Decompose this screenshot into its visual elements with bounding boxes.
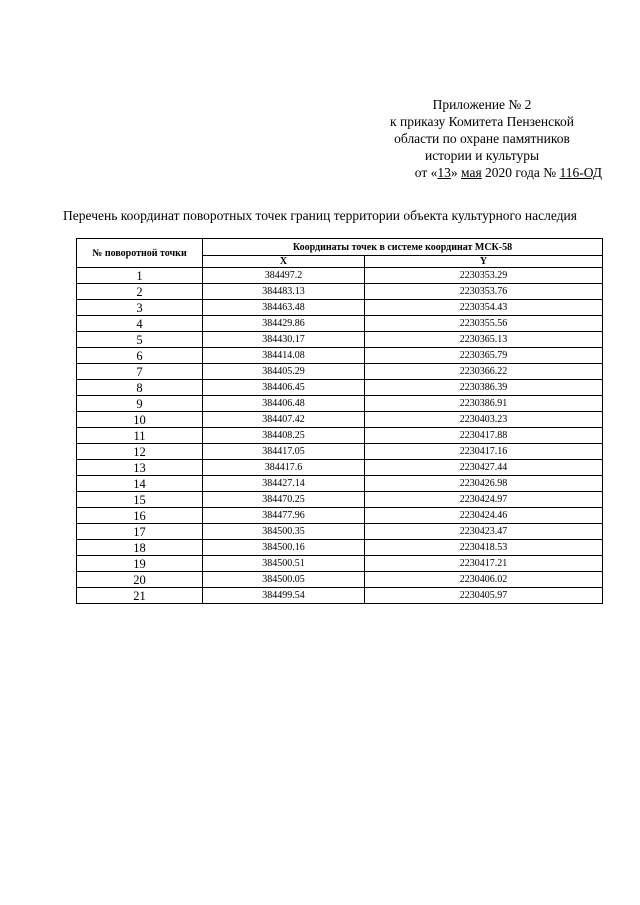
y-coordinate-cell: 2230354.43 xyxy=(365,300,603,316)
point-number-cell: 16 xyxy=(77,508,203,524)
x-coordinate-cell: 384406.48 xyxy=(203,396,365,412)
point-number-cell: 13 xyxy=(77,460,203,476)
order-month: мая xyxy=(461,165,482,180)
x-coordinate-cell: 384417.6 xyxy=(203,460,365,476)
y-coordinate-cell: 2230405.97 xyxy=(365,588,603,604)
x-coordinate-cell: 384470.25 xyxy=(203,492,365,508)
date-separator: » xyxy=(450,165,461,180)
x-coordinate-cell: 384463.48 xyxy=(203,300,365,316)
order-year: 2020 года № xyxy=(481,165,560,180)
table-row xyxy=(77,284,603,300)
point-number-cell: 15 xyxy=(77,492,203,508)
point-number-cell: 18 xyxy=(77,540,203,556)
appendix-line-1: Приложение № 2 xyxy=(432,97,532,112)
y-coordinate-cell: 2230406.02 xyxy=(365,572,603,588)
x-coordinate-cell: 384414.08 xyxy=(203,348,365,364)
document-title: Перечень координат поворотных точек границ территории объекта культурного наследия xyxy=(63,208,577,223)
x-coordinate-cell: 384477.96 xyxy=(203,508,365,524)
y-coordinate-cell: 2230403.23 xyxy=(365,412,603,428)
table-row xyxy=(77,316,603,332)
table-row xyxy=(77,412,603,428)
order-date-line xyxy=(362,164,602,181)
table-row xyxy=(77,476,603,492)
header-x: X xyxy=(203,256,365,268)
table-row xyxy=(77,396,603,412)
point-number-cell: 5 xyxy=(77,332,203,348)
table-row xyxy=(77,364,603,380)
y-coordinate-cell: 2230386.91 xyxy=(365,396,603,412)
x-coordinate-cell: 384408.25 xyxy=(203,428,365,444)
point-number-cell: 6 xyxy=(77,348,203,364)
y-coordinate-cell: 2230423.47 xyxy=(365,524,603,540)
table-row xyxy=(77,540,603,556)
x-coordinate-cell: 384430.17 xyxy=(203,332,365,348)
header-coordinates: Координаты точек в системе координат МСК-58 xyxy=(203,239,603,256)
y-coordinate-cell: 2230424.46 xyxy=(365,508,603,524)
y-coordinate-cell: 2230418.53 xyxy=(365,540,603,556)
x-coordinate-cell: 384406.45 xyxy=(203,380,365,396)
point-number-cell: 21 xyxy=(77,588,203,604)
x-coordinate-cell: 384500.16 xyxy=(203,540,365,556)
table-row xyxy=(77,332,603,348)
table-row xyxy=(77,508,603,524)
point-number-cell: 11 xyxy=(77,428,203,444)
coordinates-table xyxy=(76,238,603,604)
header-y: Y xyxy=(365,256,603,268)
y-coordinate-cell: 2230417.21 xyxy=(365,556,603,572)
date-prefix: от « xyxy=(414,165,438,180)
point-number-cell: 14 xyxy=(77,476,203,492)
appendix-line-2: к приказу Комитета Пензенской xyxy=(390,114,574,129)
x-coordinate-cell: 384500.05 xyxy=(203,572,365,588)
table-row xyxy=(77,524,603,540)
x-coordinate-cell: 384427.14 xyxy=(203,476,365,492)
y-coordinate-cell: 2230417.16 xyxy=(365,444,603,460)
table-row xyxy=(77,572,603,588)
x-coordinate-cell: 384407.42 xyxy=(203,412,365,428)
point-number-cell: 10 xyxy=(77,412,203,428)
x-coordinate-cell: 384497.2 xyxy=(203,268,365,284)
y-coordinate-cell: 2230424.97 xyxy=(365,492,603,508)
x-coordinate-cell: 384429.86 xyxy=(203,316,365,332)
point-number-cell: 19 xyxy=(77,556,203,572)
appendix-line-3: области по охране памятников xyxy=(394,131,570,146)
y-coordinate-cell: 2230417.88 xyxy=(365,428,603,444)
point-number-cell: 17 xyxy=(77,524,203,540)
point-number-cell: 2 xyxy=(77,284,203,300)
table-row xyxy=(77,492,603,508)
x-coordinate-cell: 384500.51 xyxy=(203,556,365,572)
table-body xyxy=(77,268,603,604)
y-coordinate-cell: 2230426.98 xyxy=(365,476,603,492)
appendix-line-4: истории и культуры xyxy=(424,148,540,163)
y-coordinate-cell: 2230365.79 xyxy=(365,348,603,364)
point-number-cell: 3 xyxy=(77,300,203,316)
table-row xyxy=(77,588,603,604)
x-coordinate-cell: 384417.05 xyxy=(203,444,365,460)
table-row xyxy=(77,428,603,444)
point-number-cell: 20 xyxy=(77,572,203,588)
y-coordinate-cell: 2230386.39 xyxy=(365,380,603,396)
appendix-header xyxy=(362,96,602,181)
table-row xyxy=(77,300,603,316)
point-number-cell: 12 xyxy=(77,444,203,460)
point-number-cell: 7 xyxy=(77,364,203,380)
table-row xyxy=(77,268,603,284)
table-row xyxy=(77,380,603,396)
y-coordinate-cell: 2230353.29 xyxy=(365,268,603,284)
y-coordinate-cell: 2230427.44 xyxy=(365,460,603,476)
y-coordinate-cell: 2230353.76 xyxy=(365,284,603,300)
point-number-cell: 4 xyxy=(77,316,203,332)
y-coordinate-cell: 2230365.13 xyxy=(365,332,603,348)
order-day: 13 xyxy=(437,165,451,180)
point-number-cell: 9 xyxy=(77,396,203,412)
order-number: 116-ОД xyxy=(559,165,602,180)
table-row xyxy=(77,460,603,476)
header-point-number: № поворотной точки xyxy=(77,239,203,268)
x-coordinate-cell: 384499.54 xyxy=(203,588,365,604)
y-coordinate-cell: 2230355.56 xyxy=(365,316,603,332)
x-coordinate-cell: 384405.29 xyxy=(203,364,365,380)
table-row xyxy=(77,348,603,364)
point-number-cell: 8 xyxy=(77,380,203,396)
point-number-cell: 1 xyxy=(77,268,203,284)
x-coordinate-cell: 384483.13 xyxy=(203,284,365,300)
table-row xyxy=(77,444,603,460)
y-coordinate-cell: 2230366.22 xyxy=(365,364,603,380)
table-row xyxy=(77,556,603,572)
x-coordinate-cell: 384500.35 xyxy=(203,524,365,540)
